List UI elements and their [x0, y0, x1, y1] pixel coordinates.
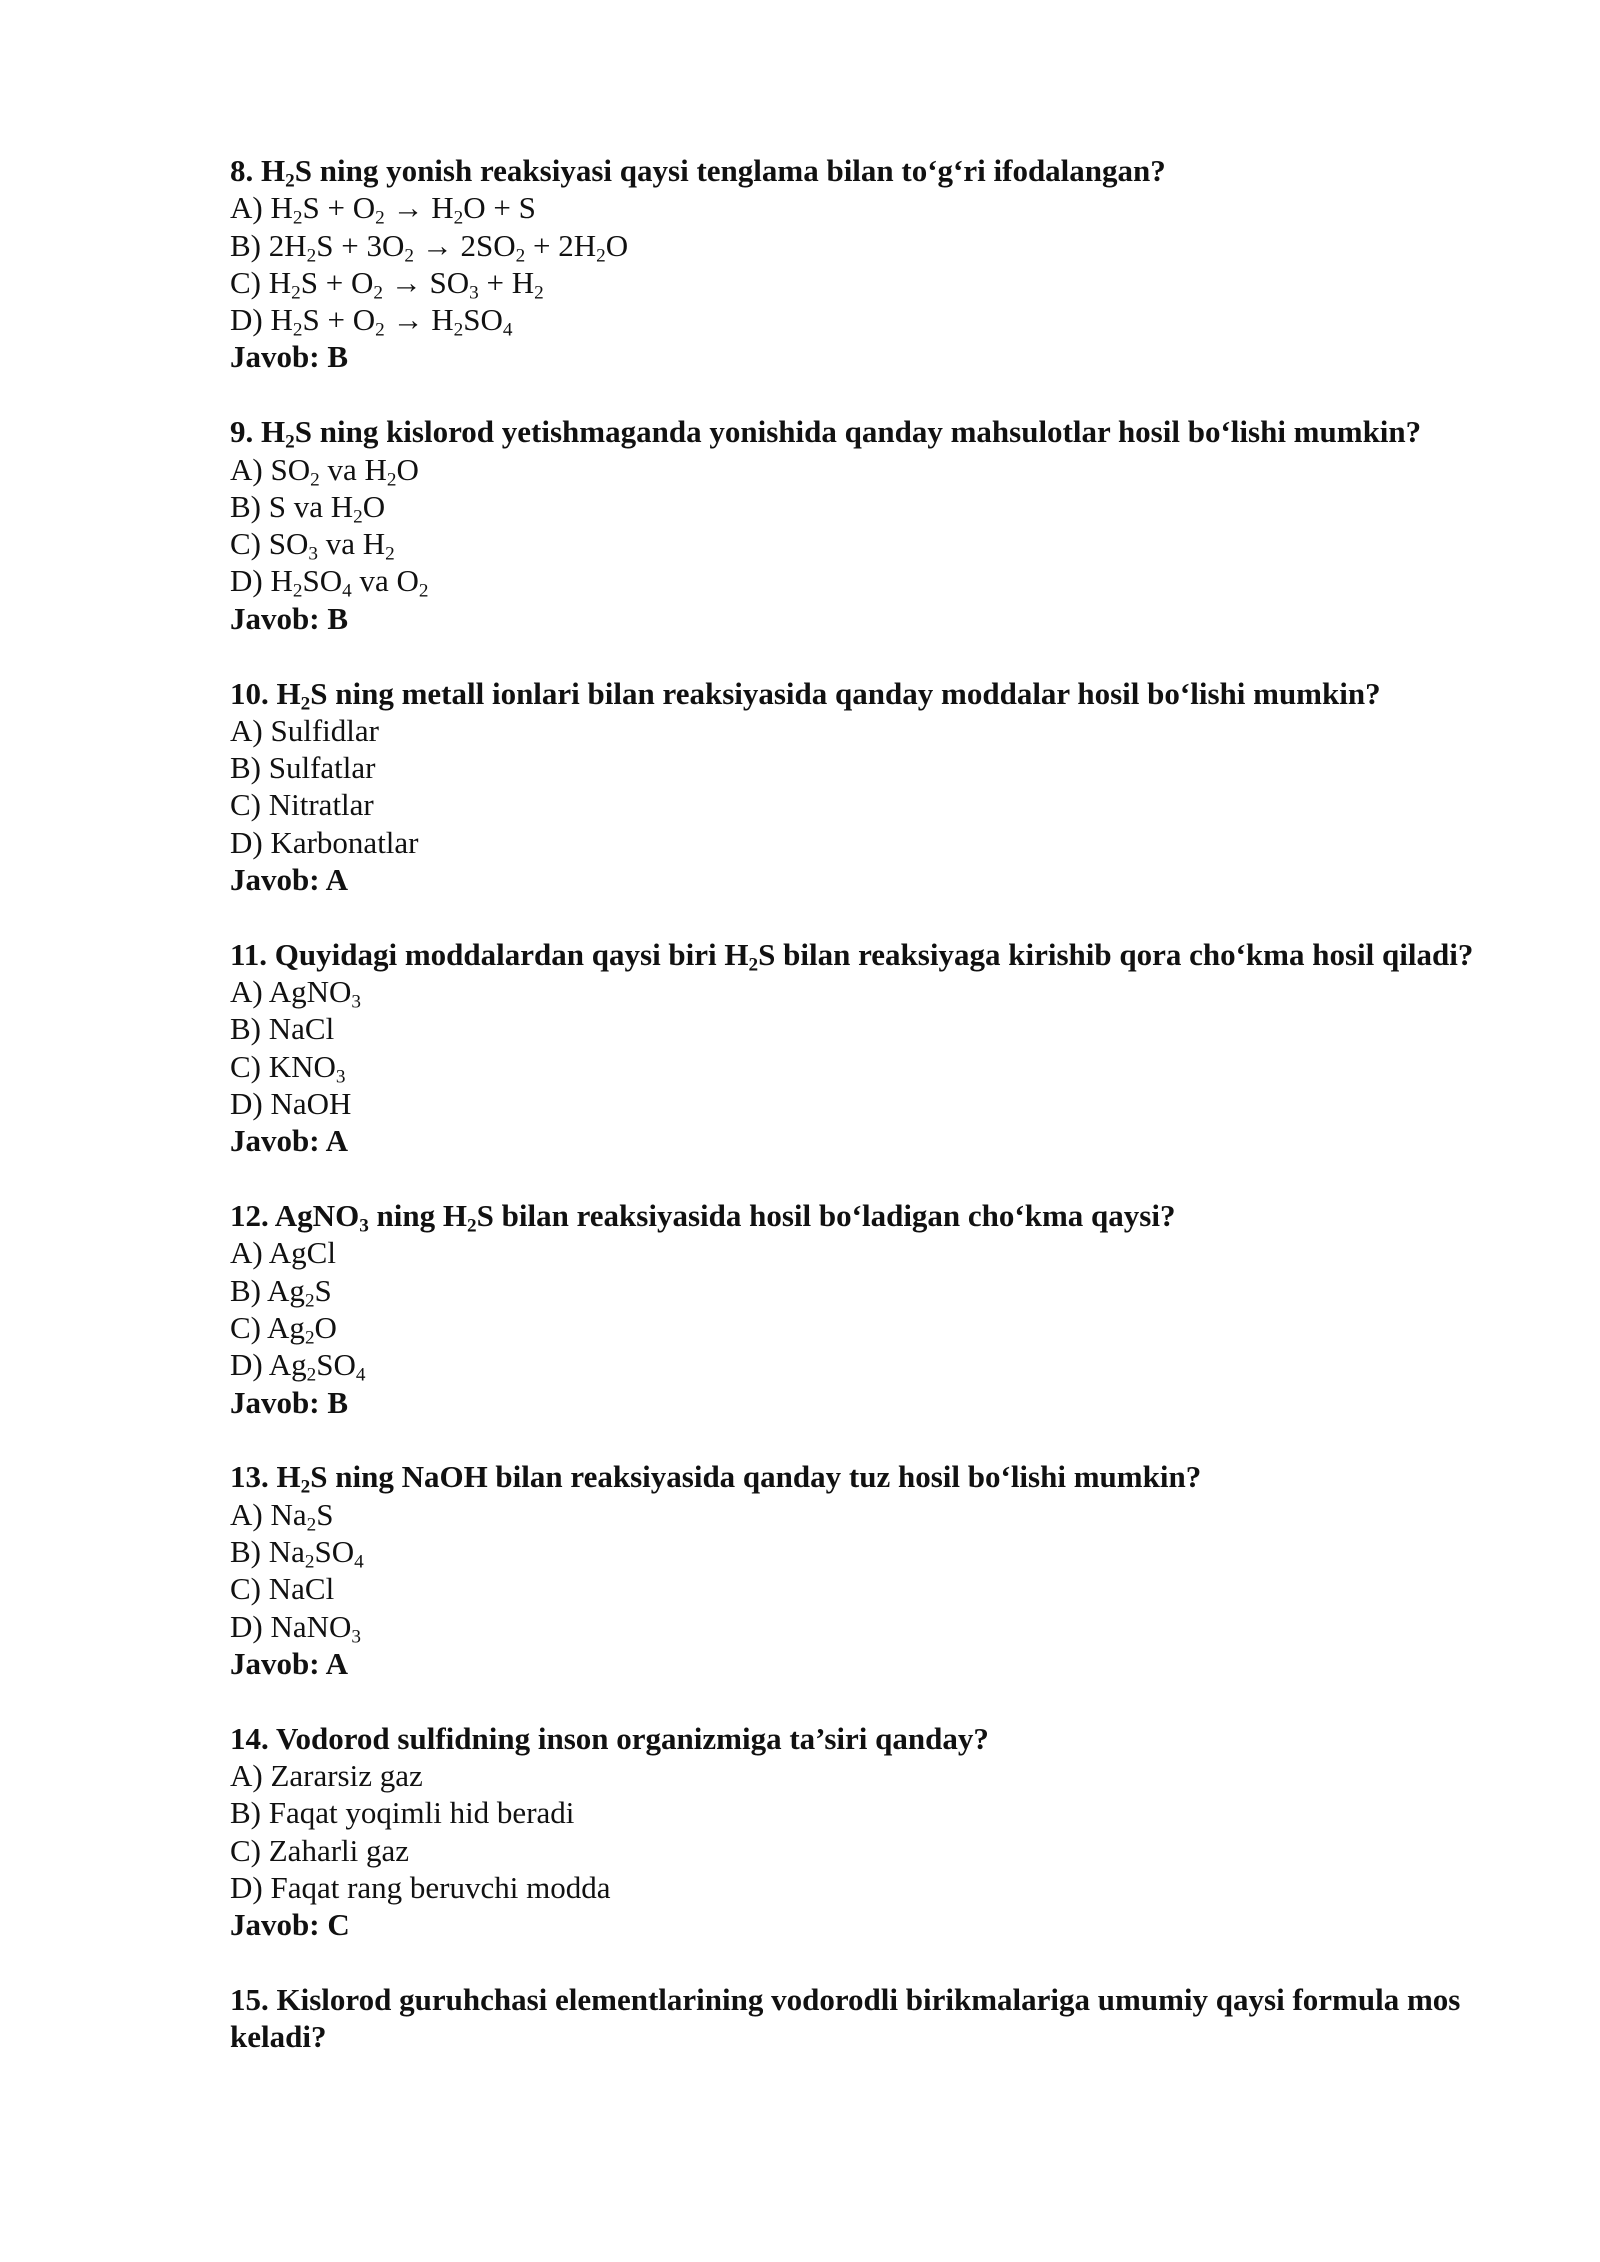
answer-option: D) NaOH	[230, 1086, 352, 1122]
answer-option: B) S va $H_2O$	[230, 488, 386, 528]
subscript: 3	[351, 1625, 361, 1647]
question-text: 9. $H_2S$ ning kislorod yetishmaganda yonishida qanday mahsulotlar hosil bo‘lishi mumkin?	[230, 414, 1422, 453]
subscript: 2	[306, 1514, 317, 1536]
answer-option: D) NaNO$_3$	[230, 1608, 361, 1647]
subscript: 2	[467, 1215, 477, 1237]
answer-option: B) Sulfatlar	[230, 750, 376, 786]
answer-option: A) $Na_2S$	[230, 1496, 334, 1536]
answer-option: B) Faqat yoqimli hid beradi	[230, 1795, 575, 1831]
subscript: 4	[342, 580, 352, 602]
subscript: 2	[291, 282, 301, 304]
subscript: 3	[351, 991, 362, 1013]
subscript: 2	[375, 319, 385, 341]
subscript: 2	[304, 1327, 315, 1349]
question-text: 14. Vodorod sulfidning inson organizmiga ta’siri qanday?	[230, 1720, 989, 1756]
question-block	[230, 675, 1530, 899]
subscript: 2	[285, 170, 295, 192]
document-page	[230, 152, 1530, 2093]
question-text: 11. Quyidagi moddalardan qaysi biri $H_2S$ bilan reaksiyaga kirishib qora cho‘kma hosil qiladi?	[230, 936, 1474, 976]
subscript: 2	[306, 1364, 317, 1386]
subscript: 4	[354, 1551, 364, 1573]
answer-option: D) $Ag_2SO_4$	[230, 1347, 366, 1386]
subscript: 2	[292, 580, 303, 602]
subscript: 2	[534, 282, 544, 304]
answer-option: B) $2H_2S + 3O_2 \to 2SO_2 + 2H_2O$	[230, 227, 629, 266]
subscript: 3	[359, 1215, 369, 1237]
subscript: 3	[469, 282, 479, 304]
question-block	[230, 152, 1530, 376]
subscript: 2	[515, 244, 526, 266]
question-block	[230, 936, 1530, 1160]
correct-answer: Javob: B	[230, 339, 348, 375]
subscript: 2	[353, 506, 363, 528]
answer-option: C) Nitratlar	[230, 787, 374, 823]
correct-answer: Javob: A	[230, 1123, 348, 1159]
question-block	[230, 1981, 1530, 2056]
subscript: 3	[308, 543, 318, 565]
answer-option: B) NaCl	[230, 1011, 335, 1047]
answer-option: A) $H_2S + O_2 \to H_2O + S$	[230, 190, 536, 229]
subscript: 4	[502, 319, 513, 341]
subscript: 2	[285, 431, 295, 453]
subscript: 2	[453, 207, 464, 229]
question-text: 12. AgNO$_3$ ning $H_2S$ bilan reaksiyasida hosil bo‘ladigan cho‘kma qaysi?	[230, 1198, 1176, 1237]
subscript: 4	[355, 1364, 366, 1386]
answer-option: D) Karbonatlar	[230, 824, 419, 860]
answer-option: A) Zararsiz gaz	[230, 1757, 423, 1793]
question-text: 13. $H_2S$ ning NaOH bilan reaksiyasida qanday tuz hosil bo‘lishi mumkin?	[230, 1459, 1202, 1498]
subscript: 2	[310, 468, 320, 490]
answer-option: C) $H_2S + O_2 \to SO_3 + H_2$	[230, 264, 544, 304]
answer-option: B) $Na_2SO_4$	[230, 1534, 364, 1573]
subscript: 2	[292, 207, 303, 229]
question-block	[230, 1197, 1530, 1421]
answer-option: C) $KNO_3$	[230, 1048, 346, 1088]
correct-answer: Javob: A	[230, 1645, 348, 1681]
subscript: 2	[300, 1476, 311, 1498]
subscript: 2	[300, 692, 311, 714]
question-block	[230, 1720, 1530, 1944]
answer-option: C) $SO_3$ va $H_2$	[230, 526, 395, 565]
subscript: 2	[418, 580, 429, 602]
subscript: 2	[453, 319, 464, 341]
subscript: 3	[335, 1066, 346, 1088]
subscript: 2	[304, 1551, 315, 1573]
question-block	[230, 1458, 1530, 1682]
answer-option: A) AgNO$_3$	[230, 974, 362, 1013]
answer-option: C) NaCl	[230, 1571, 335, 1607]
subscript: 2	[306, 244, 317, 266]
answer-option: A) AgCl	[230, 1235, 336, 1271]
answer-option: A) $SO_2$ va $H_2O$	[230, 451, 419, 490]
question-text: 10. $H_2S$ ning metall ionlari bilan reaksiyasida qanday moddalar hosil bo‘lishi mumkin?	[230, 675, 1381, 714]
subscript: 2	[748, 954, 759, 976]
answer-option: C) Zaharli gaz	[230, 1832, 410, 1868]
answer-option: C) $Ag_2O$	[230, 1310, 337, 1349]
answer-option: D) $H_2S + O_2 \to H_2SO_4$	[230, 302, 513, 341]
question-text: 15. Kislorod guruhchasi elementlarining vodorodli birikmalariga umumiy qaysi formula mos keladi?	[230, 1981, 1461, 2055]
correct-answer: Javob: B	[230, 1384, 348, 1420]
answer-option: D) $H_2SO_4$ va $O_2$	[230, 563, 429, 602]
subscript: 2	[304, 1290, 315, 1312]
answer-option: A) Sulfidlar	[230, 712, 379, 748]
subscript: 2	[385, 543, 395, 565]
correct-answer: Javob: A	[230, 862, 348, 898]
correct-answer: Javob: C	[230, 1907, 350, 1943]
question-block	[230, 413, 1530, 637]
subscript: 2	[386, 468, 397, 490]
question-text: 8. $H_2S$ ning yonish reaksiyasi qaysi tenglama bilan to‘g‘ri ifodalangan?	[230, 153, 1166, 192]
subscript: 2	[292, 319, 303, 341]
subscript: 2	[375, 207, 385, 229]
correct-answer: Javob: B	[230, 600, 348, 636]
subscript: 2	[373, 282, 383, 304]
answer-option: B) $Ag_2S$	[230, 1272, 332, 1312]
subscript: 2	[404, 244, 414, 266]
subscript: 2	[596, 244, 606, 266]
answer-option: D) Faqat rang beruvchi modda	[230, 1869, 611, 1905]
